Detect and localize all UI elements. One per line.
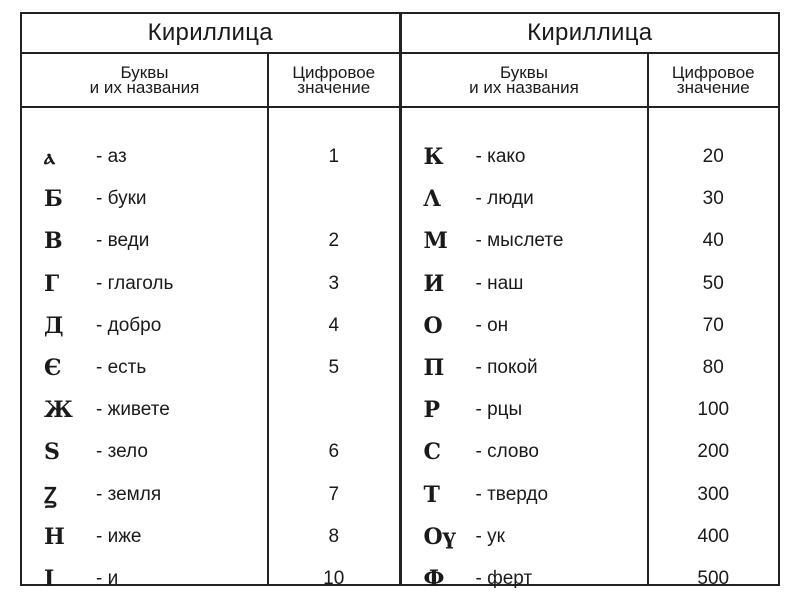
right-header-value-line1: Цифровое (671, 63, 755, 82)
letter-glyph: І (44, 566, 55, 592)
letter-row (402, 267, 647, 301)
letter-row (22, 435, 267, 469)
left-header-letters-line2: и их названия (89, 78, 200, 97)
letter-name: - земля (96, 483, 162, 505)
value-row (269, 182, 399, 216)
right-header-value (649, 54, 779, 106)
numeric-value: 7 (328, 483, 340, 505)
right-values-column (649, 106, 779, 589)
numeric-value: 20 (702, 146, 724, 167)
letter-glyph: Оү (423, 523, 456, 550)
value-row (649, 140, 779, 174)
value-row (649, 435, 779, 469)
numeric-value: 400 (697, 525, 730, 547)
value-row (649, 393, 779, 427)
letter-name: - буки (96, 188, 147, 210)
letter-row (402, 351, 647, 385)
numeric-value: 50 (702, 272, 724, 294)
letter-name: - он (475, 314, 509, 336)
letter-row (22, 562, 267, 596)
letter-glyph: Ꙁ (44, 482, 57, 509)
letter-name: - иже (96, 525, 142, 547)
letter-row (22, 140, 267, 174)
letter-name: - мыслете (475, 230, 564, 252)
numeric-value: 300 (697, 483, 730, 505)
letter-name: - глаголь (96, 272, 174, 294)
value-row (269, 435, 399, 469)
left-body (22, 106, 399, 592)
letter-name: - покой (475, 357, 538, 378)
letter-glyph: Б (44, 186, 63, 213)
letter-row (22, 309, 267, 343)
letter-glyph: И (423, 270, 445, 297)
numeric-value: 2 (328, 230, 340, 252)
letter-name: - и (96, 568, 119, 589)
right-body (402, 106, 779, 592)
value-row (269, 224, 399, 258)
value-row (649, 520, 779, 554)
left-headers (22, 54, 399, 108)
letter-row (22, 267, 267, 301)
letter-glyph: К (423, 144, 444, 170)
letter-glyph: М (423, 228, 448, 255)
value-row (269, 478, 399, 512)
numeric-value: 100 (697, 399, 730, 421)
left-values-column (269, 106, 399, 589)
numeric-value: 40 (702, 230, 724, 252)
numeric-value: 10 (323, 568, 345, 589)
value-row (649, 224, 779, 258)
right-header-letters-line2: и их названия (469, 78, 579, 97)
numeric-value: 30 (702, 188, 724, 210)
left-header-value-line1: Цифровое (292, 63, 376, 82)
letter-row (22, 478, 267, 512)
left-table (22, 14, 402, 592)
letter-row (402, 224, 647, 258)
numeric-value: 500 (697, 568, 730, 589)
letter-glyph: В (44, 228, 63, 255)
letter-row (22, 351, 267, 385)
value-row (649, 351, 779, 385)
value-row (269, 267, 399, 301)
letter-glyph: Ѕ (44, 439, 60, 466)
numeric-value: 8 (328, 525, 340, 547)
letter-glyph: С (423, 439, 442, 466)
value-row (269, 309, 399, 343)
letter-name: - слово (475, 441, 539, 463)
numeric-value: 4 (328, 314, 340, 336)
letter-name: - твердо (475, 483, 549, 505)
letter-row (402, 140, 647, 174)
left-header-letters (22, 54, 269, 106)
letter-glyph: ⲁ (44, 144, 55, 170)
letter-row (22, 224, 267, 258)
letter-row (22, 182, 267, 216)
letter-glyph: Д (44, 312, 64, 339)
letter-glyph: П (423, 355, 445, 381)
value-row (269, 351, 399, 385)
letter-name: - есть (96, 357, 147, 378)
letter-row (402, 478, 647, 512)
left-title: Кириллица (22, 14, 399, 54)
value-row (649, 478, 779, 512)
letter-name: - ферт (475, 568, 533, 589)
value-row (649, 309, 779, 343)
numeric-value: 80 (702, 357, 724, 378)
letter-row (22, 520, 267, 554)
letter-glyph: Н (44, 523, 65, 550)
numeric-value: 6 (328, 441, 340, 463)
value-row (269, 140, 399, 174)
numeric-value: 1 (328, 146, 340, 167)
right-header-letters-line1: Буквы (500, 63, 548, 82)
letter-glyph: О (423, 312, 443, 339)
value-row (269, 562, 399, 596)
letter-row (402, 435, 647, 469)
letter-name: - како (475, 146, 526, 167)
letter-row (402, 182, 647, 216)
letter-name: - добро (96, 314, 162, 336)
numeric-value: 70 (702, 314, 724, 336)
letter-name: - живете (96, 399, 170, 421)
value-row (269, 393, 399, 427)
letter-row (402, 393, 647, 427)
numeric-value: 3 (328, 272, 340, 294)
cyrillic-table (20, 12, 780, 592)
value-row (269, 520, 399, 554)
left-header-value (269, 54, 399, 106)
left-header-value-line2: значение (297, 78, 371, 97)
letter-glyph: Т (423, 481, 440, 508)
letter-name: - зело (96, 441, 148, 463)
letter-glyph: Р (423, 397, 441, 424)
right-title: Кириллица (402, 14, 779, 54)
letter-name: - люди (475, 188, 534, 210)
letter-name: - аз (96, 146, 127, 167)
letter-name: - рцы (475, 399, 523, 421)
letter-name: - веди (96, 230, 150, 252)
letter-glyph: Ж (44, 397, 73, 424)
letter-glyph: Λ (423, 186, 441, 213)
letter-row (402, 309, 647, 343)
right-header-letters (402, 54, 649, 106)
value-row (649, 182, 779, 216)
letter-name: - ук (475, 525, 505, 547)
right-letters-column (402, 106, 649, 592)
right-header-value-line2: значение (676, 78, 750, 97)
letter-glyph: Г (44, 270, 60, 297)
right-headers (402, 54, 779, 108)
value-row (649, 267, 779, 301)
letter-row (22, 393, 267, 427)
left-header-letters-line1: Буквы (120, 63, 169, 82)
left-letters-column (22, 106, 269, 592)
value-row (649, 562, 779, 596)
letter-name: - наш (475, 272, 524, 294)
letter-row (402, 520, 647, 554)
letter-glyph: Є (44, 355, 62, 381)
numeric-value: 5 (328, 357, 340, 378)
letter-row (402, 562, 647, 596)
numeric-value: 200 (697, 441, 730, 463)
letter-glyph: Ф (423, 566, 445, 592)
right-table (402, 14, 779, 592)
